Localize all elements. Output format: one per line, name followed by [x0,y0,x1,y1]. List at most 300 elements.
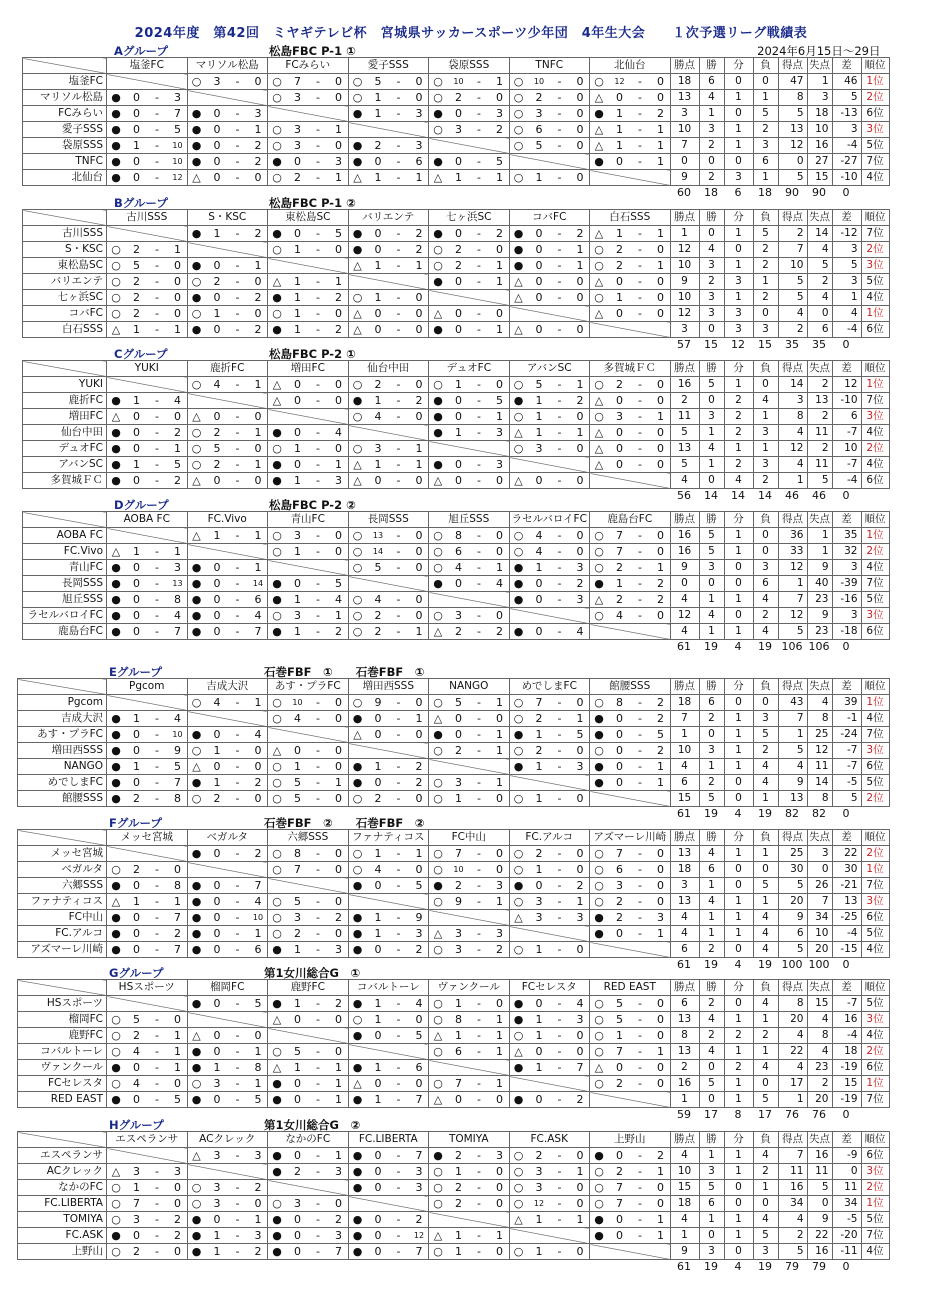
table-row [23,322,890,338]
group-venue: 松島FBC P-2 ② [269,498,356,512]
score-dash: - [396,696,401,709]
table-row [23,258,890,274]
goals-against: 2 [335,911,342,924]
goals-against: 0 [576,442,584,455]
match-result [348,226,429,242]
table-row [23,106,890,122]
result-mark: ● [191,943,202,956]
goals-for: 0 [133,426,140,439]
match-result [590,425,671,441]
score-dash: - [557,792,562,805]
total-value: 12 [731,338,745,351]
stat-header: 勝 [699,361,724,377]
goals-against: 4 [174,712,181,725]
score-dash: - [638,712,642,725]
score-dash: - [155,1229,159,1242]
match-result [187,226,268,242]
result-mark: △ [594,442,604,455]
goals-against: 0 [576,545,584,558]
score-dash: - [396,1149,401,1162]
result-mark: ● [352,712,363,725]
match-result [187,1076,268,1092]
match-result [429,1148,510,1164]
goals-against: 1 [496,1029,503,1042]
match-result [590,154,671,170]
match-result [509,576,590,592]
total-value: 106 [781,640,803,653]
total-value: 0 [842,1108,850,1121]
stat-value: 16 [778,1180,807,1196]
match-result [107,90,188,106]
score-dash: - [477,609,481,622]
result-mark: ○ [352,625,363,638]
match-result [187,409,268,425]
score-dash: - [396,378,401,391]
goals-against: 7 [335,1245,342,1258]
goals-against: 2 [496,625,503,638]
column-header-team: ヴァンクール [429,980,510,996]
goals-against: 2 [576,227,584,240]
stat-value: 1 [699,878,724,894]
stat-value: 18 [670,1196,699,1212]
goals-for: 2 [294,1165,301,1178]
goals-against: 0 [174,259,181,272]
row-team-name: 増田FC [23,409,107,425]
result-mark: ● [594,107,604,120]
goals-for: 6 [455,545,462,558]
result-mark: ○ [191,275,202,288]
match-result [187,592,268,608]
score-dash: - [235,609,240,622]
goals-for: 1 [535,792,543,805]
stat-value: 0 [807,862,832,878]
stat-value: 0 [699,576,724,592]
match-result [429,576,510,592]
stat-value: 2 [807,377,832,393]
match-result [268,377,349,393]
stat-value: 7 [807,894,832,910]
match-result [107,409,188,425]
result-mark: ● [513,728,524,741]
score-dash: - [235,561,240,574]
match-result [590,377,671,393]
goals-for: 1 [374,1093,382,1106]
stat-value: 13 [778,122,807,138]
goals-for: 3 [133,1213,140,1226]
rank-value: 2位 [861,90,889,106]
score-dash: - [638,91,642,104]
total-value: 0 [842,640,850,653]
total-value: 79 [785,1260,799,1273]
stat-value: -12 [832,226,861,242]
score-dash: - [396,171,401,184]
goals-against: 0 [335,1197,342,1210]
stat-value: 3 [753,560,778,576]
total-value: 100 [781,958,803,971]
stat-value: 4 [807,290,832,306]
result-mark: ● [191,227,202,240]
match-result [187,74,268,90]
result-mark: △ [192,529,201,542]
stat-value: 0 [753,74,778,90]
match-result [429,1180,510,1196]
goals-for: 7 [535,696,543,709]
table-row [23,576,890,592]
goals-against: 0 [496,609,503,622]
header-row [23,58,890,74]
score-dash: - [235,792,240,805]
corner-cell [18,679,107,695]
score-dash: - [477,1029,481,1042]
score-dash: - [557,760,562,773]
score-dash: - [557,577,562,590]
goals-for: 0 [616,307,623,320]
result-mark: ● [272,1149,282,1162]
stat-value: 0 [699,473,724,489]
score-dash: - [557,91,562,104]
match-result [187,791,268,807]
match-result [268,1012,349,1028]
score-dash: - [557,378,562,391]
score-dash: - [396,609,401,622]
goals-for: 0 [213,895,221,908]
goals-for: 0 [616,760,623,773]
column-header-team: 古川SSS [107,210,188,226]
goals-for: 0 [374,1077,382,1090]
goals-against: 3 [335,943,342,956]
match-result [348,878,429,894]
stat-value: -18 [832,624,861,640]
row-team-name: TNFC [23,154,107,170]
stat-value: 2 [778,1228,807,1244]
goals-for: 0 [616,1229,623,1242]
result-mark: ○ [352,847,363,860]
goals-for: 3 [535,911,543,924]
goals-for: 2 [616,1165,623,1178]
stat-value: 30 [778,862,807,878]
goals-against: 1 [335,171,342,184]
rank-value: 6位 [861,624,889,640]
match-result [509,759,590,775]
goals-for: 1 [294,243,301,256]
result-mark: ● [111,927,121,940]
table-row [18,1212,890,1228]
self-match-cell [187,1012,268,1028]
result-mark: ● [111,760,121,773]
goals-against: 0 [657,863,664,876]
result-mark: ● [191,609,202,622]
result-mark: ○ [111,863,121,876]
stat-value: 10 [670,122,699,138]
match-result [348,1228,429,1244]
corner-cell [18,1132,107,1148]
score-dash: - [477,529,481,542]
stat-value: 6 [670,942,699,958]
goals-for: 4 [535,545,543,558]
result-mark: ● [352,927,363,940]
match-result [429,624,510,640]
goals-for: 1 [294,943,301,956]
match-result [107,393,188,409]
stat-value: 0 [724,996,753,1012]
total-value: 0 [842,958,850,971]
match-result [107,473,188,489]
table-row [18,1076,890,1092]
goals-for: 0 [616,155,623,168]
goals-against: 1 [496,171,503,184]
stat-value: 0 [753,862,778,878]
score-dash: - [477,227,481,240]
total-value: 61 [677,1260,691,1273]
score-dash: - [557,696,562,709]
score-dash: - [638,410,642,423]
score-dash: - [638,895,642,908]
table-row [23,154,890,170]
result-mark: ● [352,1213,363,1226]
result-mark: ● [111,943,121,956]
result-mark: ● [272,577,282,590]
score-dash: - [638,927,642,940]
stat-value: 0 [753,377,778,393]
score-dash: - [235,744,240,757]
match-result [429,322,510,338]
stat-value: 7 [778,242,807,258]
goals-against: 0 [657,426,664,439]
score-dash: - [396,529,401,542]
goals-for: 1 [374,171,382,184]
match-result [509,242,590,258]
row-team-name: バリエンテ [23,274,107,290]
goals-against: 5 [174,1093,181,1106]
stat-value: 4 [753,759,778,775]
match-result [509,74,590,90]
score-dash: - [396,625,401,638]
goals-for: 1 [535,943,543,956]
group-venue: 松島FBC P-1 ② [269,196,356,210]
group-7 [17,1117,889,1275]
score-dash: - [396,291,401,304]
goals-for: 12 [614,77,625,86]
result-mark: ○ [594,847,604,860]
score-dash: - [396,1165,401,1178]
goals-for: 3 [294,1197,301,1210]
self-match-cell [187,393,268,409]
goals-against: 3 [415,1181,423,1194]
goals-for: 3 [294,911,301,924]
match-result [509,441,590,457]
score-dash: - [235,1061,240,1074]
result-mark: △ [433,1093,443,1106]
goals-for: 0 [374,1029,382,1042]
result-mark: △ [514,474,523,487]
self-match-cell [509,608,590,624]
table-row [18,1244,890,1260]
goals-against: 4 [254,895,262,908]
goals-against: 3 [496,927,503,940]
goals-against: 5 [496,155,503,168]
match-result [187,528,268,544]
score-dash: - [235,75,240,88]
score-dash: - [638,394,642,407]
score-dash: - [396,91,401,104]
goals-for: 7 [616,1181,623,1194]
stat-value: 0 [699,1060,724,1076]
goals-against: 4 [254,609,262,622]
table-row [23,393,890,409]
stat-value: 16 [807,1244,832,1260]
score-dash: - [477,847,481,860]
goals-for: 3 [213,75,221,88]
goals-against: 5 [174,458,181,471]
stat-value: 13 [670,1012,699,1028]
stat-value: 1 [724,910,753,926]
match-result [509,1212,590,1228]
stat-value: 4 [807,1044,832,1060]
stat-value: 0 [778,154,807,170]
match-result [509,1092,590,1108]
stat-value: 43 [778,695,807,711]
self-match-cell [187,90,268,106]
total-value: 35 [785,338,799,351]
stat-value: 9 [778,775,807,791]
stat-value: 4 [699,608,724,624]
stat-value: 4 [753,775,778,791]
goals-for: 0 [213,625,221,638]
goals-against: 0 [496,1165,503,1178]
match-result [429,90,510,106]
match-result [187,1228,268,1244]
score-dash: - [638,1165,642,1178]
goals-for: 1 [294,545,301,558]
table-row [18,1044,890,1060]
score-dash: - [638,696,642,709]
score-dash: - [155,259,159,272]
stat-value: 5 [753,106,778,122]
result-mark: ● [191,1045,202,1058]
result-mark: ○ [433,792,443,805]
goals-for: 0 [213,474,221,487]
stat-value: 5 [699,791,724,807]
rank-value: 3位 [861,894,889,910]
stat-header: 差 [832,512,861,528]
result-mark: ● [191,323,202,336]
row-team-name: なかのFC [18,1180,107,1196]
match-result [107,1060,188,1076]
match-result [187,274,268,290]
standings-table [22,511,890,640]
goals-against: 0 [657,529,664,542]
result-mark: △ [353,307,362,320]
stat-value: -27 [832,154,861,170]
column-header-team: 白石SSS [590,210,671,226]
stat-value: 4 [753,1212,778,1228]
goals-against: 3 [496,458,503,471]
match-result [187,1244,268,1260]
stat-value: 0 [724,576,753,592]
result-mark: ● [111,577,121,590]
score-dash: - [155,1213,159,1226]
score-dash: - [235,139,240,152]
goals-for: 1 [374,997,382,1010]
result-mark: ○ [272,863,282,876]
stat-value: 4 [778,759,807,775]
match-result [268,274,349,290]
goals-for: 2 [455,1197,462,1210]
result-mark: ● [111,911,121,924]
self-match-cell [107,996,188,1012]
goals-for: 1 [455,426,462,439]
match-result [509,727,590,743]
match-result [107,775,188,791]
goals-against: 2 [576,879,584,892]
goals-against: 2 [335,291,342,304]
stat-value: 1 [724,122,753,138]
row-team-name: ヴァンクール [18,1060,107,1076]
score-dash: - [396,1077,401,1090]
match-result [348,1012,429,1028]
result-mark: ● [352,1165,363,1178]
match-result [268,910,349,926]
stat-value: 20 [778,1012,807,1028]
result-mark: △ [514,1213,523,1226]
score-dash: - [155,1165,159,1178]
stat-header: 負 [753,58,778,74]
goals-for: 1 [455,997,462,1010]
stat-value: 3 [807,846,832,862]
goals-against: 0 [254,1197,262,1210]
stat-value: 2 [724,425,753,441]
goals-for: 2 [133,1245,140,1258]
match-result [429,242,510,258]
match-result [509,473,590,489]
goals-against: 3 [415,927,423,940]
goals-for: 8 [455,1013,462,1026]
table-row [18,695,890,711]
result-mark: ○ [352,561,363,574]
stat-value: 4 [753,393,778,409]
stat-value: 0 [724,242,753,258]
goals-against: 0 [657,291,664,304]
stat-value: 12 [670,242,699,258]
result-mark: ● [594,1229,604,1242]
match-result [268,862,349,878]
stat-value: 2 [753,242,778,258]
goals-against: 2 [496,123,503,136]
score-dash: - [155,744,159,757]
goals-for: 1 [616,123,623,136]
row-team-name: 鹿折FC [23,393,107,409]
result-mark: ● [513,243,524,256]
match-result [187,878,268,894]
result-mark: ● [272,1165,282,1178]
goals-for: 0 [294,744,301,757]
score-dash: - [396,458,401,471]
row-team-name: エスペランサ [18,1148,107,1164]
table-row [18,926,890,942]
column-header-team: 北仙台 [590,58,671,74]
score-dash: - [396,155,401,168]
goals-against: 0 [657,1061,664,1074]
column-header-team: 愛子SSS [348,58,429,74]
self-match-cell [268,1028,349,1044]
stat-value: 5 [778,106,807,122]
self-match-cell [429,592,510,608]
match-result [348,560,429,576]
goals-for: 0 [294,1229,301,1242]
goals-against: 1 [335,458,342,471]
result-mark: ○ [272,696,282,709]
stat-header: 失点 [807,361,832,377]
